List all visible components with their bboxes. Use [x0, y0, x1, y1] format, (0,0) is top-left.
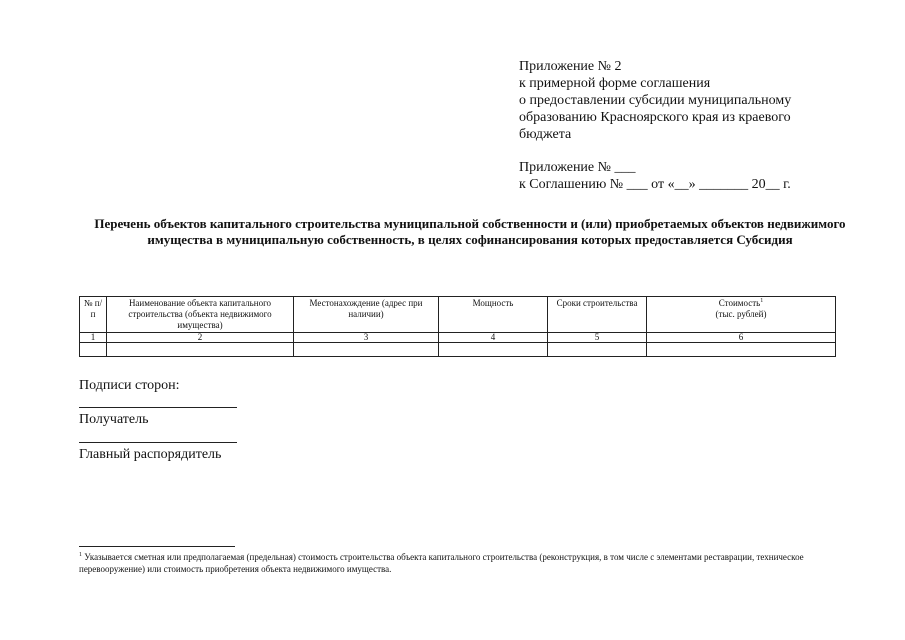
header-object-name: Наименование объекта капитального строительства (объекта недвижимого имущества)	[107, 297, 294, 333]
appendix-line: о предоставлении субсидии муниципальному	[519, 93, 792, 108]
footnote-text: Указывается сметная или предполагаемая (предельная) стоимость строительства объекта капитального строительства (реконструкция, в том числе с элементами реставрации, техническое перевооружение) или стоимость приобретения объекта недвижимого имущества.	[79, 552, 804, 574]
table-cell: 5	[548, 333, 647, 343]
table-cell	[294, 343, 439, 357]
appendix-header	[519, 58, 791, 143]
table-cell: 1	[80, 333, 107, 343]
agreement-number-line: к Соглашению № ___ от «__» _______ 20__ г.	[519, 177, 791, 192]
appendix-line: к примерной форме соглашения	[519, 76, 711, 91]
recipient-label: Получатель	[79, 412, 149, 427]
appendix-line: образованию Красноярского края из краевого	[519, 110, 791, 125]
table-cell: 2	[107, 333, 294, 343]
table-cell: 6	[647, 333, 836, 343]
signatures-heading: Подписи сторон:	[79, 378, 180, 393]
agreement-appendix-line: Приложение № ___	[519, 160, 636, 175]
table-cell	[80, 343, 107, 357]
header-number: № п/п	[80, 297, 107, 333]
manager-signature-line	[79, 442, 237, 443]
cost-footnote-mark: 1	[760, 298, 764, 304]
table-cell	[439, 343, 548, 357]
manager-label: Главный распорядитель	[79, 447, 222, 462]
footnote	[79, 551, 849, 575]
cost-unit: (тыс. рублей)	[715, 309, 767, 319]
header-capacity: Мощность	[439, 297, 548, 333]
objects-table	[79, 296, 836, 357]
footnote-mark: 1	[79, 552, 82, 558]
footnote-separator	[79, 546, 235, 547]
cost-label: Стоимость	[718, 298, 761, 308]
agreement-reference	[519, 159, 791, 193]
table-cell: 3	[294, 333, 439, 343]
appendix-line: Приложение № 2	[519, 59, 622, 74]
table-cell: 4	[439, 333, 548, 343]
table-row	[80, 343, 836, 357]
table-cell	[107, 343, 294, 357]
header-location: Местонахождение (адрес при наличии)	[294, 297, 439, 333]
recipient-signature-line	[79, 407, 237, 408]
header-cost	[647, 297, 836, 333]
table-cell	[647, 343, 836, 357]
header-construction-period: Сроки строительства	[548, 297, 647, 333]
appendix-line: бюджета	[519, 127, 572, 142]
document-title: Перечень объектов капитального строительства муниципальной собственности и (или) приобретаемых объектов недвижимого имущества в муниципальную собственность, в целях софинансирования которых предоставляется Субсидия	[94, 216, 846, 247]
table-cell	[548, 343, 647, 357]
table-numbers-row	[80, 333, 836, 343]
table-header-row	[80, 297, 836, 333]
